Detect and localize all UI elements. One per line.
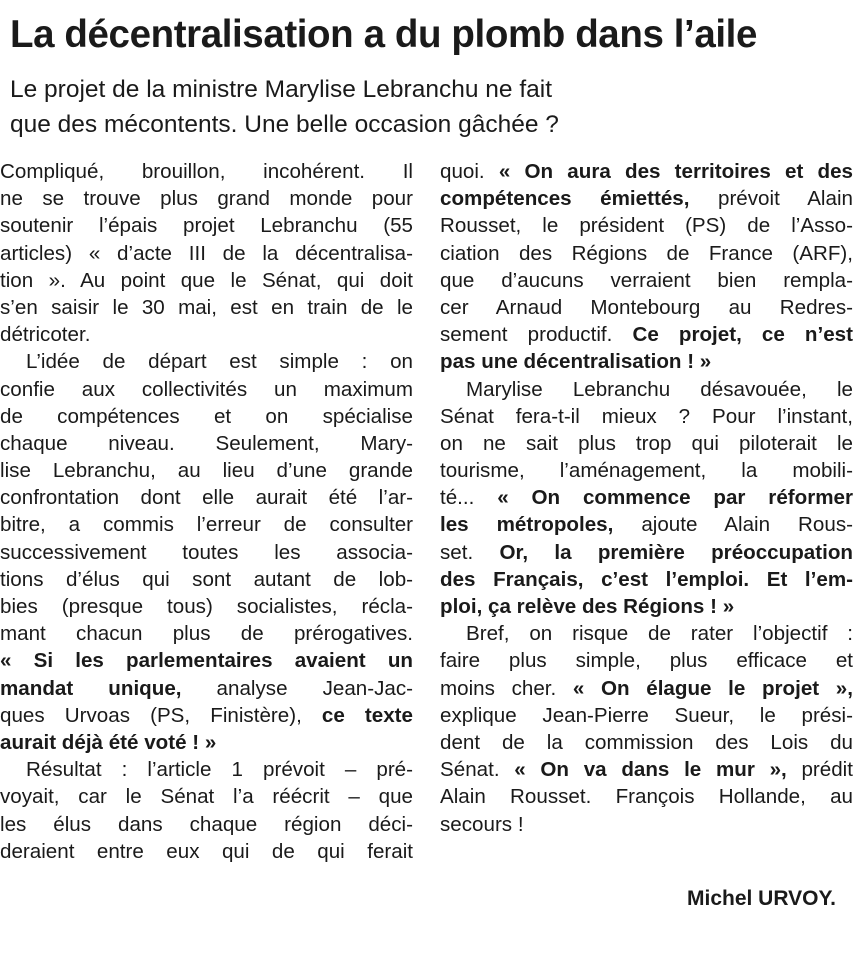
article-text-line: [440, 294, 853, 321]
line-text: soutenir l’épais projet Lebranchu (55: [0, 214, 413, 238]
line-text: des Français, c’est l’emploi. Et l’em-: [440, 567, 853, 591]
article-text-line: [0, 267, 413, 294]
line-text: Bref, on risque de rater l’objectif :: [466, 622, 853, 646]
line-text: L’idée de départ est simple : on: [26, 350, 413, 374]
article-text-line: [0, 811, 413, 838]
article-signature: Michel URVOY.: [687, 887, 836, 910]
line-text: confie aux collectivités un maximum: [0, 377, 413, 401]
line-text: explique Jean-Pierre Sueur, le prési-: [440, 703, 853, 727]
line-text: secours !: [440, 812, 524, 836]
line-text: bies (presque tous) socialistes, récla-: [0, 595, 413, 618]
article-text-line: [0, 647, 413, 674]
line-text: set.: [440, 540, 474, 564]
article-text-line: [0, 294, 413, 321]
line-text-tail: ajoute Alain Rous-: [613, 513, 853, 537]
line-text: de compétences et on spécialise: [0, 404, 413, 428]
article-text-line: [440, 756, 853, 783]
line-text: que d’aucuns verraient bien rempla-: [440, 268, 853, 292]
line-text-tail-bold: Or, la première préoccupation: [473, 540, 853, 564]
line-text: cer Arnaud Montebourg au Redres-: [440, 295, 853, 319]
line-text: ploi, ça relève des Régions ! »: [440, 595, 735, 618]
article-text-line: [0, 675, 413, 702]
line-text: Rousset, le président (PS) de l’Asso-: [440, 214, 853, 238]
article-text-line: [440, 430, 853, 457]
article-text-line: [440, 240, 853, 267]
line-text: mant chacun plus de prérogatives.: [0, 622, 413, 646]
line-text: Compliqué, brouillon, incohérent. Il: [0, 160, 413, 183]
line-text: faire plus simple, plus efficace et: [440, 649, 853, 673]
article-text-line: [0, 729, 413, 756]
article-text-line: [0, 430, 413, 457]
line-text: deraient entre eux qui de qui ferait: [0, 839, 413, 863]
article-text-line: [0, 348, 413, 375]
article-text-line: [440, 185, 853, 212]
article-text-line: [440, 675, 853, 702]
line-text: on ne sait plus trop qui piloterait le: [440, 431, 853, 455]
line-text: Alain Rousset. François Hollande, au: [440, 785, 853, 809]
line-text: ne se trouve plus grand monde pour: [0, 187, 413, 211]
article-text-line: [0, 539, 413, 566]
line-text: les élus dans chaque région déci-: [0, 812, 413, 836]
line-text: ques Urvoas (PS, Finistère),: [0, 703, 302, 727]
article-text-line: [440, 484, 853, 511]
line-text: « Si les parlementaires avaient un: [0, 649, 413, 673]
article-text-line: [440, 348, 853, 375]
line-text-tail-bold: ce texte: [301, 703, 413, 727]
line-text: Résultat : l’article 1 prévoit – pré-: [26, 758, 413, 782]
article-text-line: [0, 484, 413, 511]
article-text-line: [0, 457, 413, 484]
article-column-left: [0, 158, 413, 865]
article-text-line: [0, 783, 413, 810]
standfirst-line: que des mécontents. Une belle occasion gâchée ?: [10, 111, 559, 138]
line-text-tail: prévoit Alain: [689, 187, 853, 211]
line-text: lise Lebranchu, au lieu d’une grande: [0, 459, 413, 483]
article-text-line: [0, 321, 413, 348]
line-text: confrontation dont elle aurait été l’ar-: [0, 486, 413, 510]
line-text: détricoter.: [0, 323, 91, 347]
line-text-tail-bold: « On aura des territoires et des: [484, 160, 853, 183]
line-text: les métropoles,: [440, 513, 614, 537]
line-text: tions d’élus qui sont autant de lob-: [0, 567, 413, 591]
article-text-line: [0, 620, 413, 647]
line-text-tail: prédit: [786, 758, 853, 782]
line-text: Marylise Lebranchu désavouée, le: [466, 377, 853, 401]
article-text-line: [0, 702, 413, 729]
article-headline: La décentralisation a du plomb dans l’aile: [10, 13, 757, 56]
article-text-line: [0, 838, 413, 865]
line-text-tail-bold: « On élague le projet »,: [556, 676, 853, 700]
article-text-line: [440, 403, 853, 430]
article-text-line: [0, 511, 413, 538]
line-text-tail: analyse Jean-Jac-: [181, 676, 413, 700]
line-text: quoi.: [440, 160, 485, 183]
line-text: voyait, car le Sénat l’a réécrit – que: [0, 785, 413, 809]
line-text: bitre, a commis l’erreur de consulter: [0, 513, 413, 537]
article-text-line: [440, 158, 853, 185]
article-text-line: [440, 511, 853, 538]
article-text-line: [0, 212, 413, 239]
article-text-line: [440, 457, 853, 484]
article-text-line: [0, 240, 413, 267]
line-text-tail-bold: « On commence par réformer: [474, 486, 853, 510]
article-text-line: [440, 811, 853, 838]
line-text-tail-bold: Ce projet, ce n’est: [612, 323, 853, 347]
article-text-line: [440, 212, 853, 239]
line-text-tail-bold: « On va dans le mur »,: [499, 758, 787, 782]
article-text-line: [0, 185, 413, 212]
line-text: mandat unique,: [0, 676, 182, 700]
line-text: ciation des Régions de France (ARF),: [440, 241, 853, 265]
line-text: aurait déjà été voté ! »: [0, 730, 217, 754]
line-text: articles) « d’acte III de la décentralisa-: [0, 241, 413, 265]
article-standfirst: [10, 72, 850, 142]
article-text-line: [0, 566, 413, 593]
article-text-line: [440, 376, 853, 403]
article-text-line: [440, 566, 853, 593]
line-text: tourisme, l’aménagement, la mobili-: [440, 459, 853, 483]
line-text: s’en saisir le 30 mai, est en train de le: [0, 295, 413, 319]
line-text: tion ». Au point que le Sénat, qui doit: [0, 268, 413, 292]
article-text-line: [440, 702, 853, 729]
article-text-line: [0, 158, 413, 185]
article-text-line: [440, 783, 853, 810]
line-text: dent de la commission des Lois du: [440, 730, 853, 754]
article-text-line: [0, 376, 413, 403]
line-text: Sénat fera-t-il mieux ? Pour l’instant,: [440, 404, 853, 428]
line-text: té...: [440, 486, 475, 510]
article-text-line: [440, 539, 853, 566]
article-text-line: [440, 729, 853, 756]
line-text: moins cher.: [440, 676, 557, 700]
article-text-line: [440, 620, 853, 647]
line-text: chaque niveau. Seulement, Mary-: [0, 431, 413, 455]
article-text-line: [440, 321, 853, 348]
article-text-line: [0, 403, 413, 430]
line-text: sement productif.: [440, 323, 613, 347]
standfirst-line: Le projet de la ministre Marylise Lebranchu ne fait: [10, 76, 553, 103]
article-text-line: [440, 267, 853, 294]
line-text: pas une décentralisation ! »: [440, 350, 712, 374]
line-text: successivement toutes les associa-: [0, 540, 413, 564]
article-text-line: [0, 756, 413, 783]
article-text-line: [440, 647, 853, 674]
line-text: Sénat.: [440, 758, 500, 782]
article-column-right: [440, 158, 853, 838]
line-text: compétences émiettés,: [440, 187, 690, 211]
article-text-line: [440, 593, 853, 620]
article-text-line: [0, 593, 413, 620]
